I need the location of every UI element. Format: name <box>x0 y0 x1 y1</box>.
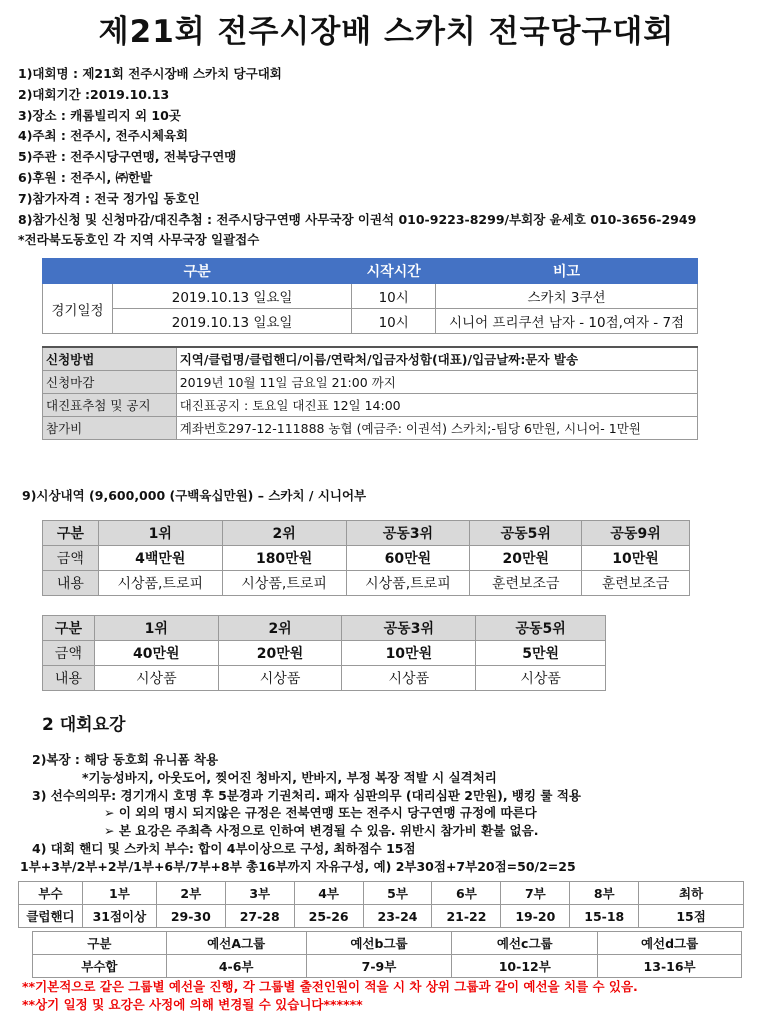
prize-content: 시상품,트로피 <box>222 571 346 596</box>
prize-header: 공동3위 <box>342 616 476 641</box>
prize-amount: 20만원 <box>470 546 582 571</box>
prize-amount: 10만원 <box>342 641 476 666</box>
prize-header: 2위 <box>218 616 342 641</box>
footnote-line: **기본적으로 같은 그룹별 예선을 진행, 각 그룹별 출전인원이 적을 시 차 상위 그룹과 같이 예선을 치를 수 있음. <box>22 979 638 994</box>
handicap-cell: 15점 <box>639 905 744 928</box>
application-key: 신청방법 <box>43 347 177 371</box>
prize-content: 훈련보조금 <box>470 571 582 596</box>
info-line-note: *전라북도동호인 각 지역 사무국장 일괄접수 <box>18 232 260 248</box>
prize-amount: 5만원 <box>476 641 606 666</box>
application-table <box>42 346 698 440</box>
info-line-venue: 3)장소 : 캐롬빌리지 외 10곳 <box>18 107 181 123</box>
handicap-cell: 25-26 <box>294 905 363 928</box>
group-sum: 10-12부 <box>452 955 598 978</box>
division-handicap-table <box>18 881 744 928</box>
prize-header: 공동9위 <box>582 521 690 546</box>
prize-amount: 4백만원 <box>98 546 222 571</box>
prize-content: 시상품 <box>218 666 342 691</box>
rule-line: 1부+3부/2부+2부/1부+6부/7부+8부 총16부까지 자유구성, 예) 2부30점+7부20점=50/2=25 <box>20 858 576 874</box>
group-sum-label: 부수합 <box>33 955 167 978</box>
prize-header: 공동3위 <box>346 521 470 546</box>
info-line-registration: 8)참가신청 및 신청마감/대진추첨 : 전주시당구연맹 사무국장 이권석 010-9223-8299/부회장 윤세호 010-3656-2949 <box>18 211 697 227</box>
rule-line: 2)복장 : 해당 동호회 유니폼 착용 <box>32 752 219 767</box>
schedule-header-time: 시작시간 <box>352 259 436 284</box>
prize-table-senior <box>42 615 606 691</box>
division-cell: 2부 <box>156 882 225 905</box>
group-cell: 예선d그룹 <box>598 932 742 955</box>
division-cell: 1부 <box>82 882 156 905</box>
prize-amount: 60만원 <box>346 546 470 571</box>
rule-line: ➢ 이 외의 명시 되지않은 규정은 전북연맹 또는 전주시 당구연맹 규정에 따른다 <box>104 805 537 821</box>
prize-content: 시상품 <box>94 666 218 691</box>
prize-header: 2위 <box>222 521 346 546</box>
footnote-line: **상기 일정 및 요강은 사정에 의해 변경될 수 있습니다****** <box>22 997 363 1012</box>
rule-line: *기능성바지, 아웃도어, 찢어진 청바지, 반바지, 부정 복장 적발 시 실격처리 <box>82 769 497 785</box>
application-key: 신청마감 <box>43 371 177 394</box>
info-line-sponsor: 6)후원 : 전주시, ㈜한밭 <box>18 169 153 185</box>
event-info-list <box>18 64 696 251</box>
prize-header: 구분 <box>43 521 99 546</box>
info-line-host: 4)주최 : 전주시, 전주시체육회 <box>18 128 189 144</box>
prize-header: 공동5위 <box>476 616 606 641</box>
schedule-date: 2019.10.13 일요일 <box>112 309 351 334</box>
prize-table-main <box>42 520 690 596</box>
prize-amount: 40만원 <box>94 641 218 666</box>
division-header-label: 부수 <box>19 882 83 905</box>
handicap-cell: 31점이상 <box>82 905 156 928</box>
application-value: 대진표공지 : 토요일 대진표 12일 14:00 <box>176 394 697 417</box>
prize-amount: 10만원 <box>582 546 690 571</box>
application-value: 지역/클럽명/클럽핸디/이름/연락처/입금자성함(대표)/입금날짜:문자 발송 <box>176 347 697 371</box>
group-cell: 예선c그룹 <box>452 932 598 955</box>
prize-content-label: 내용 <box>43 666 95 691</box>
schedule-header-note: 비고 <box>436 259 698 284</box>
division-cell: 7부 <box>501 882 570 905</box>
schedule-time: 10시 <box>352 309 436 334</box>
prize-content: 훈련보조금 <box>582 571 690 596</box>
schedule-table <box>42 258 698 334</box>
handicap-cell: 19-20 <box>501 905 570 928</box>
prize-content: 시상품 <box>342 666 476 691</box>
rules-list <box>20 751 582 876</box>
division-cell: 8부 <box>570 882 639 905</box>
handicap-label: 클럽핸디 <box>19 905 83 928</box>
handicap-cell: 27-28 <box>225 905 294 928</box>
division-cell: 4부 <box>294 882 363 905</box>
handicap-cell: 15-18 <box>570 905 639 928</box>
schedule-note: 시니어 프리쿠션 남자 - 10점,여자 - 7점 <box>436 309 698 334</box>
group-table <box>32 931 742 978</box>
schedule-label: 경기일정 <box>43 284 113 334</box>
application-key: 참가비 <box>43 417 177 440</box>
info-line-organizer: 5)주관 : 전주시당구연맹, 전북당구연맹 <box>18 149 237 165</box>
info-line-name: 1)대회명 : 제21회 전주시장배 스카치 당구대회 <box>18 66 282 81</box>
prize-amount-label: 금액 <box>43 641 95 666</box>
rule-line: 4) 대회 핸디 및 스카치 부수: 합이 4부이상으로 구성, 최하점수 15점 <box>32 840 416 856</box>
application-key: 대진표추첨 및 공지 <box>43 394 177 417</box>
prize-amount-label: 금액 <box>43 546 99 571</box>
division-cell: 6부 <box>432 882 501 905</box>
group-sum: 4-6부 <box>166 955 306 978</box>
prize-content: 시상품,트로피 <box>98 571 222 596</box>
prize-header: 1위 <box>98 521 222 546</box>
division-cell: 3부 <box>225 882 294 905</box>
division-cell: 최하 <box>639 882 744 905</box>
schedule-header-category: 구분 <box>43 259 352 284</box>
info-line-eligibility: 7)참가자격 : 전국 정가입 동호인 <box>18 190 200 206</box>
prize-header: 1위 <box>94 616 218 641</box>
group-header-label: 구분 <box>33 932 167 955</box>
prize-header: 공동5위 <box>470 521 582 546</box>
handicap-cell: 29-30 <box>156 905 225 928</box>
application-value: 2019년 10월 11일 금요일 21:00 까지 <box>176 371 697 394</box>
group-sum: 13-16부 <box>598 955 742 978</box>
prize-heading: 9)시상내역 (9,600,000 (구백육십만원) – 스카치 / 시니어부 <box>22 488 367 503</box>
schedule-date: 2019.10.13 일요일 <box>112 284 351 309</box>
division-cell: 5부 <box>363 882 432 905</box>
page-title: 제21회 전주시장배 스카치 전국당구대회 <box>98 14 675 50</box>
prize-content: 시상품 <box>476 666 606 691</box>
prize-amount: 180만원 <box>222 546 346 571</box>
prize-amount: 20만원 <box>218 641 342 666</box>
group-cell: 예선A그룹 <box>166 932 306 955</box>
schedule-note: 스카치 3쿠션 <box>436 284 698 309</box>
group-cell: 예선b그룹 <box>306 932 452 955</box>
info-line-period: 2)대회기간 :2019.10.13 <box>18 86 170 102</box>
prize-content: 시상품,트로피 <box>346 571 470 596</box>
prize-header: 구분 <box>43 616 95 641</box>
handicap-cell: 23-24 <box>363 905 432 928</box>
schedule-time: 10시 <box>352 284 436 309</box>
rule-line: 3) 선수의의무: 경기개시 호명 후 5분경과 기권처리. 패자 심판의무 (대리심판 2만원), 뱅킹 룰 적용 <box>32 787 582 803</box>
prize-content-label: 내용 <box>43 571 99 596</box>
footnotes <box>22 978 638 1014</box>
section-2-title: 2 대회요강 <box>42 715 126 735</box>
application-value: 계좌번호297-12-111888 농협 (예금주: 이권석) 스카치;-팀당 6만원, 시니어- 1만원 <box>176 417 697 440</box>
handicap-cell: 21-22 <box>432 905 501 928</box>
group-sum: 7-9부 <box>306 955 452 978</box>
rule-line: ➢ 본 요강은 주최측 사정으로 인하여 변경될 수 있음. 위반시 참가비 환불 없음. <box>104 823 539 839</box>
